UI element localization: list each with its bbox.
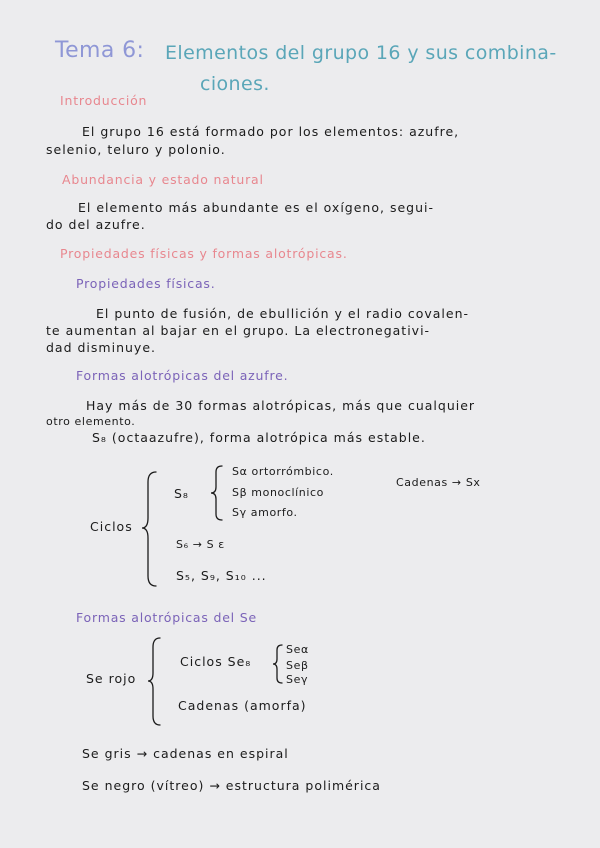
heading-formas-azufre: Formas alotrópicas del azufre. bbox=[76, 368, 289, 383]
title-line2: ciones. bbox=[200, 73, 270, 95]
propiedades-line3: dad disminuye. bbox=[46, 340, 156, 355]
intro-line2: selenio, teluro y polonio. bbox=[46, 142, 226, 157]
se-cadenas: Cadenas (amorfa) bbox=[178, 698, 307, 713]
se-rojo-label: Se rojo bbox=[86, 671, 137, 686]
se-gris-line: Se gris → cadenas en espiral bbox=[82, 746, 289, 761]
s8-item-beta: Sβ monoclínico bbox=[232, 486, 325, 499]
title-tema: Tema 6: bbox=[55, 38, 145, 63]
propiedades-line2: te aumentan al bajar en el grupo. La electronegativi- bbox=[46, 323, 431, 338]
propiedades-line1: El punto de fusión, de ebullición y el radio covalen- bbox=[96, 306, 470, 321]
s8-label: S₈ bbox=[174, 486, 189, 501]
abundancia-line1: El elemento más abundante es el oxígeno, segui- bbox=[78, 200, 434, 215]
subheading-propiedades-fisicas: Propiedades físicas. bbox=[76, 276, 216, 291]
se-negro-line: Se negro (vítreo) → estructura polimérica bbox=[82, 778, 381, 793]
se-ciclos: Ciclos Se₈ bbox=[180, 654, 252, 669]
se-rojo-brace bbox=[146, 636, 164, 728]
se8-item-beta: Seβ bbox=[286, 659, 309, 672]
abundancia-line2: do del azufre. bbox=[46, 217, 146, 232]
cadenas-sx: Cadenas → Sx bbox=[396, 476, 481, 489]
azufre-line2: otro elemento. bbox=[46, 415, 136, 428]
heading-abundancia: Abundancia y estado natural bbox=[62, 172, 264, 187]
s8-brace bbox=[210, 464, 226, 522]
ciclos-label: Ciclos bbox=[90, 519, 133, 534]
s-others-line: S₅, S₉, S₁₀ ... bbox=[176, 568, 267, 583]
heading-formas-se: Formas alotrópicas del Se bbox=[76, 610, 257, 625]
azufre-line3: S₈ (octaazufre), forma alotrópica más estable. bbox=[92, 430, 426, 445]
heading-introduccion: Introducción bbox=[60, 93, 148, 108]
s6-line: S₆ → S ε bbox=[176, 538, 225, 551]
ciclos-brace bbox=[140, 470, 160, 588]
se8-brace bbox=[272, 643, 286, 685]
s8-item-alpha: Sα ortorrómbico. bbox=[232, 465, 334, 478]
heading-propiedades: Propiedades físicas y formas alotrópicas. bbox=[60, 246, 348, 261]
azufre-line1: Hay más de 30 formas alotrópicas, más que cualquier bbox=[86, 398, 476, 413]
s8-item-gamma: Sγ amorfo. bbox=[232, 506, 298, 519]
se8-item-alpha: Seα bbox=[286, 643, 309, 656]
title-line1: Elementos del grupo 16 y sus combina- bbox=[165, 42, 557, 64]
intro-line1: El grupo 16 está formado por los elementos: azufre, bbox=[82, 124, 460, 139]
se8-item-gamma: Seγ bbox=[286, 673, 309, 686]
